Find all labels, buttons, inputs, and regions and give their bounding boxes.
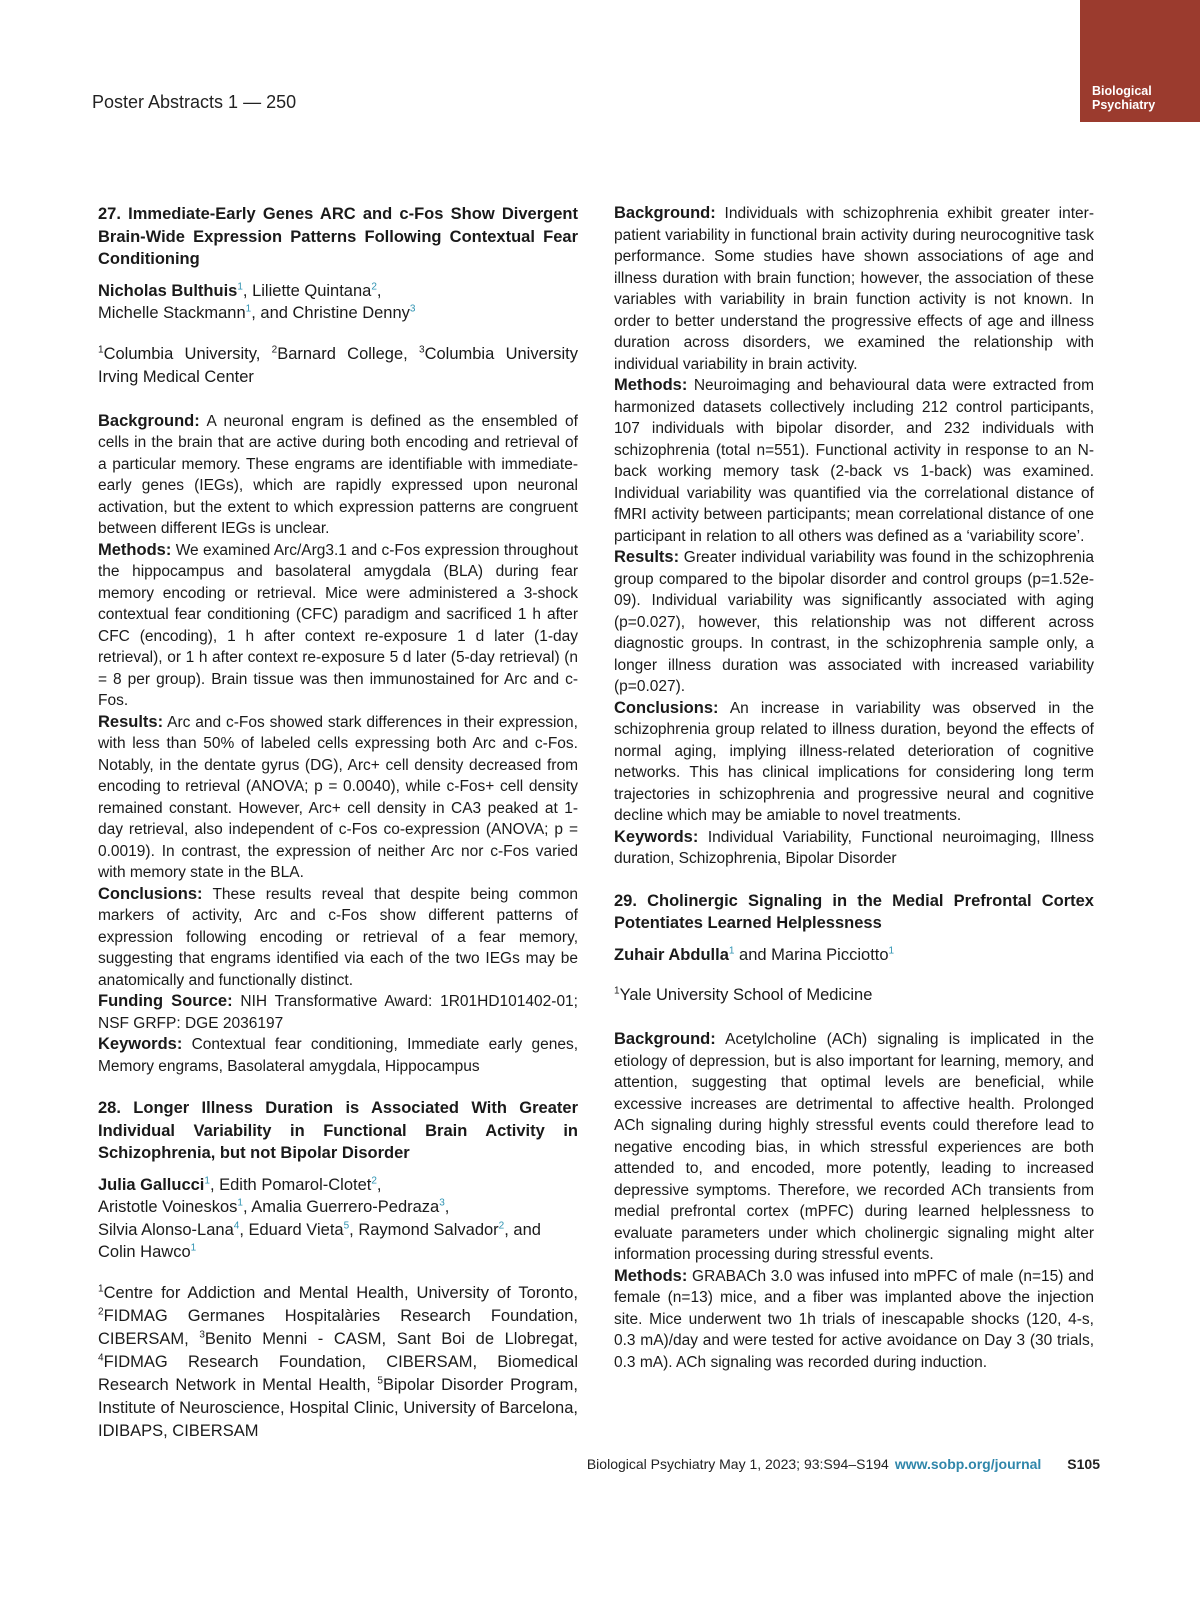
journal-badge-line: Psychiatry [1092, 98, 1156, 112]
abstract-29 [614, 890, 1094, 1374]
author-separator: , [209, 1175, 220, 1194]
section-label: Background: [98, 411, 200, 430]
author-name: Raymond Salvador [358, 1220, 499, 1239]
affil-number: 2 [271, 344, 278, 355]
author-name: Aristotle Voineskos [98, 1198, 238, 1216]
affil-number: 4 [98, 1352, 104, 1363]
section-keywords [614, 827, 1094, 870]
author-separator: , [376, 281, 382, 300]
affil-text: Benito Menni - CASM, Sant Boi de Llobregat, [204, 1329, 578, 1348]
affil-text: Centre for Addiction and Mental Health, University of Toronto, [103, 1283, 578, 1302]
section-text: Contextual fear conditioning, Immediate early genes, Memory engrams, Basolateral amygdala, Hippocampus [98, 1036, 578, 1075]
section-text: Arc and c-Fos showed stark differences in their expression, with less than 50% of labeled cells expressing both Arc and c-Fos. Notably, in the dentate gyrus (DG), Arc+ cell density decreased from encoding to retrieval (ANOVA; p = 0.0040), while c-Fos+ cell density remained constant. However, Arc+ cell density in CA3 peaked at 1-day retrieval, also independent of c-Fos co-expression (ANOVA; p = 0.0019). In contrast, the expression of neither Arc nor c-Fos varied with memory state in the BLA. [98, 713, 578, 881]
author-separator: and [734, 945, 772, 964]
section-background [614, 203, 1094, 375]
section-text: We examined Arc/Arg3.1 and c-Fos expression throughout the hippocampus and basolateral amygdala (BLA) during fear memory encoding or retrieval. Mice were administered a 3-shock contextual fear conditioning (CFC) paradigm and sacrificed 1 h after CFC (encoding), 1 h after context re-exposure 1 d later (1-day retrieval), or 1 h after context re-exposure 5 d later (5-day retrieval) (n = 8 per group). Brain tissue was then immunostained for Arc and c-Fos. [98, 541, 578, 709]
author-affil-ref: 1 [204, 1175, 210, 1186]
section-label: Methods: [614, 376, 688, 394]
author-separator: , [444, 1198, 450, 1216]
author-affil-ref: 4 [233, 1220, 240, 1231]
affil-number: 3 [199, 1329, 205, 1340]
right-column [614, 203, 1094, 1373]
page-number: S105 [1067, 1456, 1100, 1472]
author-affil-ref: 3 [439, 1197, 445, 1209]
affil-text: Barnard College, [277, 344, 420, 363]
author-name: Liliette Quintana [252, 281, 372, 300]
author-name: Colin Hawco [98, 1243, 191, 1261]
section-label: Background: [614, 1030, 716, 1048]
affiliations [614, 984, 1094, 1007]
affil-number: 1 [614, 985, 620, 997]
author-affil-ref: 2 [371, 1175, 377, 1186]
section-keywords [98, 1034, 578, 1077]
affil-text: Columbia University, [103, 344, 272, 363]
author-affil-ref: 1 [728, 945, 735, 956]
affil-number: 5 [377, 1375, 383, 1386]
author-separator: , [376, 1175, 382, 1194]
section-label: Keywords: [98, 1035, 183, 1053]
author-list [98, 1174, 578, 1264]
affil-text: FIDMAG Research Foundation, CIBERSAM, Biomedical Research Network in Mental Health, [98, 1352, 578, 1394]
page-footer [518, 1456, 1100, 1472]
section-label: Results: [98, 712, 164, 731]
footer-citation: Biological Psychiatry May 1, 2023; 93:S94–S194 [586, 1456, 889, 1472]
journal-badge-line: Biological [1092, 84, 1152, 98]
section-text: Acetylcholine (ACh) signaling is implicated in the etiology of depression, but is also important for learning, memory, and attention, suggesting that optimal levels are beneficial, while excessive increases are detrimental to affective health. Prolonged ACh signaling during highly stressful events could therefore lead to negative encoding bias, in which stressful experiences are both attended to, and encoded, more potently, leading to increased depressive symptoms. Therefore, we recorded ACh transients from medial prefrontal cortex (mPFC) during learned helplessness to evaluate parameters under which cholinergic signaling might alter information processing during stressful events. [614, 1031, 1095, 1263]
author-name: Zuhair Abdulla [614, 945, 729, 964]
author-name: Eduard Vieta [248, 1220, 344, 1239]
section-label: Conclusions: [98, 884, 203, 903]
author-affil-ref: 3 [409, 303, 416, 315]
affil-number: 2 [98, 1306, 104, 1317]
author-affil-ref: 1 [190, 1242, 197, 1254]
author-affil-ref: 1 [237, 1197, 243, 1209]
abstract-28-body [614, 203, 1094, 870]
section-label: Keywords: [614, 827, 699, 846]
author-separator: , [242, 281, 253, 300]
author-name: Christine Denny [292, 304, 410, 322]
author-affil-ref: 1 [888, 945, 895, 956]
author-affil-ref: 1 [237, 281, 243, 292]
section-methods [98, 540, 578, 712]
section-background [98, 411, 578, 540]
section-methods [614, 1266, 1094, 1374]
author-name: Nicholas Bulthuis [98, 281, 238, 300]
abstract-28 [98, 1097, 578, 1443]
author-separator: , and [504, 1220, 541, 1239]
author-name: Amalia Guerrero-Pedraza [251, 1198, 440, 1216]
section-funding [98, 991, 578, 1034]
section-text: An increase in variability was observed in the schizophrenia group related to illness duration, beyond the effects of normal aging, implying illness-related deterioration of cognitive networks. This has clinical implications for considering long term trajectories in schizophrenia and progressive neural and cognitive decline which may be amiable to novel treatments. [614, 699, 1095, 824]
section-text: These results reveal that despite being common markers of activity, Arc and c-Fos show different patterns of expression following encoding or retrieval of a fear memory, suggesting that engrams identified via each of the two IEGs may be anatomically and functionally distinct. [98, 885, 578, 989]
affil-number: 1 [98, 344, 104, 355]
author-affil-ref: 5 [343, 1220, 350, 1231]
section-text: Individual Variability, Functional neuroimaging, Illness duration, Schizophrenia, Bipolar Disorder [614, 828, 1095, 867]
section-text: NIH Transformative Award: 1R01HD101402-01; NSF GRFP: DGE 2036197 [98, 993, 578, 1032]
author-name: Silvia Alonso-Lana [98, 1220, 234, 1239]
section-text: GRABACh 3.0 was infused into mPFC of male (n=15) and female (n=13) mice, and a fiber was implanted above the injection site. Mice underwent two 1h trials of inescapable shocks (120, 4-s, 0.3 mA)/day and were tested for active avoidance on Day 3 (30 trials, 0.3 mA). ACh signaling was recorded during induction. [614, 1267, 1094, 1371]
left-column [98, 203, 578, 1465]
section-results [98, 712, 578, 884]
section-background [614, 1029, 1094, 1266]
author-affil-ref: 1 [245, 303, 252, 315]
author-name: Michelle Stackmann [98, 304, 246, 322]
section-label: Background: [614, 204, 716, 222]
affil-text: Columbia University Irving Medical Center [98, 344, 578, 386]
section-results [614, 547, 1094, 698]
section-conclusions [98, 884, 578, 992]
author-list [98, 280, 578, 325]
affil-number: 1 [98, 1283, 104, 1294]
author-separator: , [242, 1198, 252, 1216]
author-separator: , [349, 1220, 359, 1239]
affiliations [98, 343, 578, 389]
section-label: Results: [614, 548, 680, 566]
section-conclusions [614, 698, 1094, 827]
section-text: Greater individual variability was found in the schizophrenia group compared to the bipolar disorder and control groups (p=1.52e-09). Individual variability was significantly associated with aging (p=0.027), however, this relationship was not different across diagnostic groups. In contrast, in the schizophrenia sample only, a longer illness duration was associated with increased variability (p=0.027). [614, 549, 1094, 695]
abstract-27 [98, 203, 578, 1077]
author-list [614, 944, 1094, 967]
author-separator: , and [251, 304, 293, 322]
abstract-title: 28. Longer Illness Duration is Associated With Greater Individual Variability in Functional Brain Activity in Schizophrenia, but not Bipolar Disorder [98, 1099, 578, 1162]
section-label: Methods: [98, 540, 172, 559]
author-affil-ref: 2 [498, 1220, 505, 1231]
section-text: A neuronal engram is defined as the ensembled of cells in the brain that are active during both encoding and retrieval of a particular memory. These engrams are identifiable with immediate-early genes (IEGs), which are rapidly expressed upon neuronal activation, but the extent to which expression patterns are congruent between different IEGs is unclear. [98, 412, 578, 537]
author-name: Marina Picciotto [771, 945, 889, 964]
running-header: Poster Abstracts 1 — 250 [92, 92, 297, 112]
section-text: Individuals with schizophrenia exhibit greater inter-patient variability in functional brain activity during neurocognitive task performance. Some studies have shown associations of age and illness duration with brain function; however, the association of these variables with variability in brain function activity is not known. In order to better understand the progressive effects of age and illness duration across disorders, we examined the relationship with individual variability in brain activity. [614, 205, 1094, 373]
abstract-title: 29. Cholinergic Signaling in the Medial Prefrontal Cortex Potentiates Learned Helplessness [614, 891, 1094, 932]
author-name: Edith Pomarol-Clotet [219, 1175, 372, 1194]
section-methods [614, 375, 1094, 547]
section-label: Conclusions: [614, 698, 719, 717]
affil-text: Yale University School of Medicine [619, 986, 873, 1004]
affil-number: 3 [419, 344, 425, 355]
author-name: Julia Gallucci [98, 1175, 205, 1194]
section-label: Methods: [614, 1266, 688, 1285]
section-label: Funding Source: [98, 992, 233, 1010]
journal-url-link[interactable]: www.sobp.org/journal [894, 1456, 1042, 1472]
author-separator: , [239, 1220, 249, 1239]
section-text: Neuroimaging and behavioural data were extracted from harmonized datasets collectively including 212 control participants, 107 individuals with bipolar disorder, and 232 individuals with schizophrenia (total n=551). Functional activity in response to an N-back working memory task (2-back vs 1-back) was examined. Individual variability was quantified via the correlational distance of fMRI activity between participants; mean correlational distance of one participant in relation to all others was defined as a ‘variability score’. [614, 377, 1095, 545]
affiliations [98, 1282, 578, 1443]
journal-badge [1080, 0, 1200, 122]
affil-text: FIDMAG Germanes Hospitalàries Research Foundation, CIBERSAM, [98, 1306, 578, 1348]
abstract-title: 27. Immediate-Early Genes ARC and c-Fos Show Divergent Brain-Wide Expression Patterns Following Contextual Fear Conditioning [98, 205, 578, 268]
author-affil-ref: 2 [371, 281, 377, 292]
affil-text: Bipolar Disorder Program, Institute of Neuroscience, Hospital Clinic, University of Barcelona, IDIBAPS, CIBERSAM [98, 1375, 579, 1440]
